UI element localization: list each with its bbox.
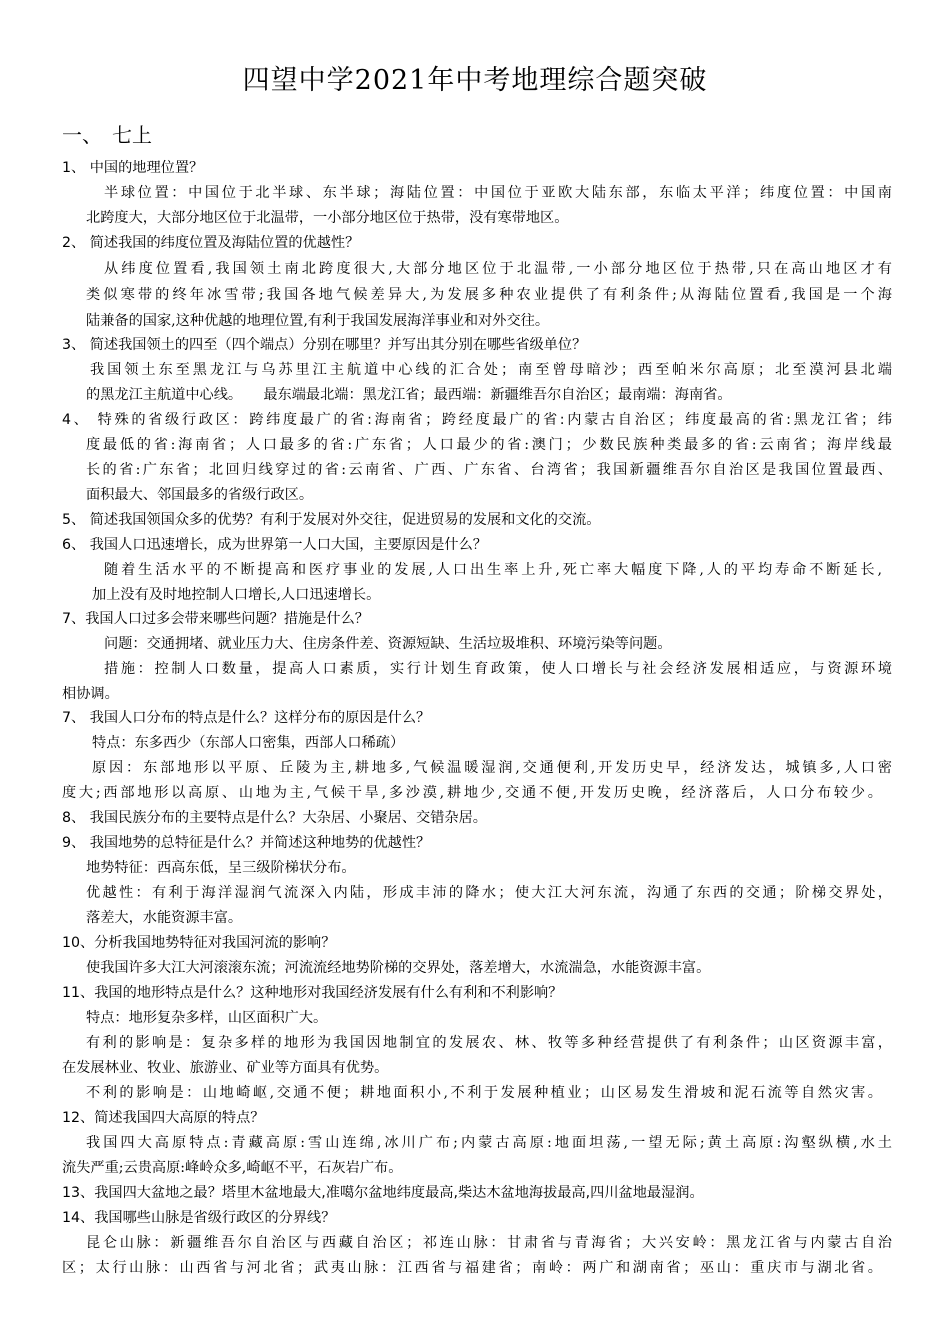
answer-7-line-2: 措施：控制人口数量，提高人口素质，实行计划生育政策，使人口增长与社会经济发展相适应，与资源环境 [104,661,892,677]
answer-7-line-1: 问题：交通拥堵、就业压力大、住房条件差、资源短缺、生活垃圾堆积、环境污染等问题。 [104,636,672,652]
question-14: 14、我国哪些山脉是省级行政区的分界线？ [62,1210,336,1226]
answer-6-line-1: 随着生活水平的不断提高和医疗事业的发展,人口出生率上升,死亡率大幅度下降,人的平均寿命不断延长, [104,562,882,578]
answer-7b-line-1: 特点：东多西少（东部人口密集，西部人口稀疏） [92,735,405,751]
question-6: 6、 我国人口迅速增长，成为世界第一人口大国，主要原因是什么？ [62,537,487,553]
answer-2-line-2: 类似寒带的终年冰雪带;我国各地气候差异大,为发展多种农业提供了有利条件;从海陆位置看,我国是一个海 [86,287,892,303]
question-7: 7、我国人口过多会带来哪些问题？措施是什么？ [62,611,369,627]
answer-4-line-2: 长的省:广东省；北回归线穿过的省:云南省、广西、广东省、台湾省；我国新疆维吾尔自治区是我国位置最西、 [86,462,892,478]
answer-2-line-3: 陆兼备的国家,这种优越的地理位置,有利于我国发展海洋事业和对外交往。 [86,313,550,329]
answer-11-line-1: 特点：地形复杂多样，山区面积广大。 [86,1010,328,1026]
answer-4-line-1: 度最低的省:海南省；人口最多的省:广东省；人口最少的省:澳门；少数民族种类最多的省:云南省；海岸线最 [86,437,892,453]
question-10: 10、分析我国地势特征对我国河流的影响？ [62,935,336,951]
answer-7b-line-2: 原因：东部地形以平原、丘陵为主,耕地多,气候温暖湿润,交通便利,开发历史早，经济发达，城镇多,人口密 [92,760,892,776]
answer-12-line-2: 流失严重;云贵高原:峰岭众多,崎岖不平，石灰岩广布。 [62,1160,403,1176]
question-4: 4、 特殊的省级行政区：跨纬度最广的省:海南省；跨经度最广的省:内蒙古自治区；纬度最高的省:黑龙江省；纬 [62,412,892,428]
question-1: 1、 中国的地理位置？ [62,160,204,176]
question-8: 8、 我国民族分布的主要特点是什么？大杂居、小聚居、交错杂居。 [62,810,487,826]
question-12: 12、简述我国四大高原的特点？ [62,1110,265,1126]
answer-1-line-2: 北跨度大，大部分地区位于北温带，一小部分地区位于热带，没有寒带地区。 [86,210,569,226]
answer-11-line-3: 在发展林业、牧业、旅游业、矿业等方面具有优势。 [62,1060,389,1076]
answer-7-line-3: 相协调。 [62,686,119,702]
answer-7b-line-3: 度大;西部地形以高原、山地为主,气候干旱,多沙漠,耕地少,交通不便,开发历史晚，经济落后，人口分布较少。 [62,785,882,801]
question-13: 13、我国四大盆地之最？塔里木盆地最大,准噶尔盆地纬度最高,柴达木盆地海拔最高,四川盆地最湿润。 [62,1185,704,1201]
answer-11-line-2: 有利的影响是：复杂多样的地形为我国因地制宜的发展农、林、牧等多种经营提供了有利条件；山区资源丰富， [86,1035,892,1051]
answer-10-line-1: 使我国许多大江大河滚滚东流；河流流经地势阶梯的交界处，落差增大，水流湍急，水能资源丰富。 [86,960,711,976]
answer-9-line-2: 优越性：有利于海洋湿润气流深入内陆，形成丰沛的降水；使大江大河东流，沟通了东西的交通；阶梯交界处， [86,885,892,901]
section-heading: 一、 七上 [62,123,152,147]
answer-3-line-2: 的黑龙江主航道中心线。 最东端最北端：黑龙江省；最西端：新疆维吾尔自治区；最南端：海南省。 [86,387,732,403]
question-11: 11、我国的地形特点是什么？这种地形对我国经济发展有什么有利和不利影响？ [62,985,563,1001]
question-2: 2、 简述我国的纬度位置及海陆位置的优越性？ [62,235,360,251]
answer-9-line-3: 落差大，水能资源丰富。 [86,910,243,926]
answer-1-line-1: 半球位置：中国位于北半球、东半球；海陆位置：中国位于亚欧大陆东部，东临太平洋；纬度位置：中国南 [104,185,892,201]
question-7b: 7、 我国人口分布的特点是什么？这样分布的原因是什么？ [62,710,431,726]
answer-4-line-3: 面积最大、邻国最多的省级行政区。 [86,487,314,503]
answer-6-line-2: 加上没有及时地控制人口增长,人口迅速增长。 [92,587,381,603]
answer-2-line-1: 从纬度位置看,我国领土南北跨度很大,大部分地区位于北温带,一小部分地区位于热带,只在高山地区才有 [104,261,892,277]
answer-9-line-1: 地势特征：西高东低，呈三级阶梯状分布。 [86,860,356,876]
answer-14-line-2: 区；太行山脉：山西省与河北省；武夷山脉：江西省与福建省；南岭：两广和湖南省；巫山：重庆市与湖北省。 [62,1260,882,1276]
page-title: 四望中学2021年中考地理综合题突破 [242,65,708,96]
answer-11-line-4: 不利的影响是：山地崎岖,交通不便；耕地面积小,不利于发展种植业；山区易发生滑坡和泥石流等自然灾害。 [86,1085,882,1101]
answer-12-line-1: 我国四大高原特点:青藏高原:雪山连绵,冰川广布;内蒙古高原:地面坦荡,一望无际;黄土高原:沟壑纵横,水土 [86,1135,892,1151]
question-3: 3、 简述我国领土的四至（四个端点）分别在哪里？并写出其分别在哪些省级单位？ [62,337,587,353]
answer-14-line-1: 昆仑山脉：新疆维吾尔自治区与西藏自治区；祁连山脉：甘肃省与青海省；大兴安岭：黑龙江省与内蒙古自治 [86,1235,892,1251]
question-9: 9、 我国地势的总特征是什么？并简述这种地势的优越性？ [62,835,431,851]
question-5: 5、 简述我国领国众多的优势？有利于发展对外交往，促进贸易的发展和文化的交流。 [62,512,601,528]
answer-3-line-1: 我国领土东至黑龙江与乌苏里江主航道中心线的汇合处；南至曾母暗沙；西至帕米尔高原；北至漠河县北端 [90,362,892,378]
